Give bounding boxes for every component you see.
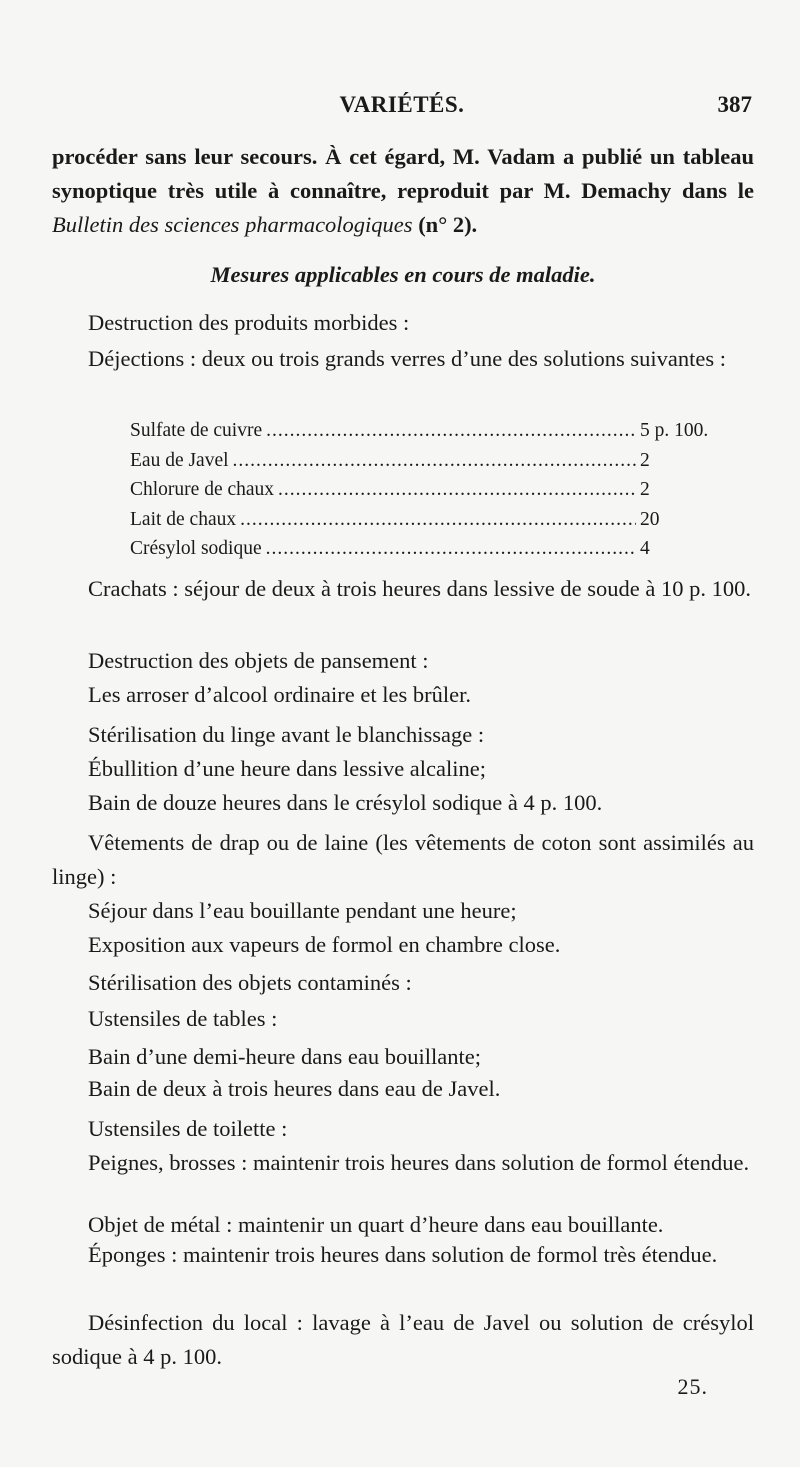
leader-dots <box>240 509 636 531</box>
signature-mark: 25. <box>677 1374 708 1399</box>
solution-value: 5 p. 100. <box>640 420 709 441</box>
solution-value: 2 <box>640 449 650 471</box>
ustensiles-toilette-heading: Ustensiles de toilette : <box>88 1116 288 1141</box>
solution-name: Eau de Javel <box>130 449 229 471</box>
leader-dots <box>233 450 636 472</box>
peignes-paragraph: Peignes, brosses : maintenir trois heures dans solution de formol étendue. <box>88 1150 750 1175</box>
solution-name: Lait de chaux <box>130 508 237 530</box>
objets-pansement-heading: Destruction des objets de pansement : <box>88 648 429 673</box>
intro-paragraph <box>52 140 754 242</box>
destruction-heading: Destruction des produits morbides : <box>88 310 410 335</box>
running-header <box>52 92 752 118</box>
leader-dots <box>278 479 636 501</box>
table-row <box>130 479 760 509</box>
leader-dots <box>266 538 636 560</box>
arroser-line: Les arroser d’alcool ordinaire et les brûler. <box>88 682 471 707</box>
bain-deux-line: Bain de deux à trois heures dans eau de Javel. <box>88 1076 501 1101</box>
exposition-line: Exposition aux vapeurs de formol en chambre close. <box>88 932 561 957</box>
solutions-table <box>130 420 760 568</box>
leader-dots <box>266 420 636 442</box>
dejections-paragraph: Déjections : deux ou trois grands verres d’une des solutions suivantes : <box>88 346 727 371</box>
solution-value: 2 <box>640 479 650 500</box>
ustensiles-tables-heading: Ustensiles de tables : <box>88 1006 278 1031</box>
bain-demi-line: Bain d’une demi-heure dans eau bouillante; <box>88 1044 481 1069</box>
page-number: 387 <box>717 92 752 117</box>
vetements-paragraph: Vêtements de drap ou de laine (les vêtements de coton sont assimilés au linge) : <box>52 830 754 889</box>
table-row <box>130 420 760 450</box>
ebullition-line: Ébullition d’une heure dans lessive alcaline; <box>88 756 487 781</box>
table-row <box>130 538 760 568</box>
section-title: Mesures applicables en cours de maladie. <box>210 262 596 287</box>
objet-metal-line: Objet de métal : maintenir un quart d’heure dans eau bouillante. <box>88 1212 664 1237</box>
intro-text: procéder sans leur secours. À cet égard, M. Vadam a publié un tableau synoptique très utile à connaître, reproduit par M. Demachy dans le <box>52 144 754 203</box>
table-row <box>130 509 760 539</box>
desinfection-paragraph: Désinfection du local : lavage à l’eau de Javel ou solution de crésylol sodique à 4 p. 100. <box>52 1310 754 1369</box>
eponges-paragraph: Éponges : maintenir trois heures dans solution de formol très étendue. <box>88 1242 718 1267</box>
solution-name: Chlorure de chaux <box>130 479 275 500</box>
sejour-line: Séjour dans l’eau bouillante pendant une heure; <box>88 898 517 923</box>
intro-italic: Bulletin des sciences pharmacologiques <box>52 212 413 237</box>
solution-value: 4 <box>640 538 650 559</box>
solution-name: Sulfate de cuivre <box>130 420 263 441</box>
crachats-paragraph: Crachats : séjour de deux à trois heures dans lessive de soude à 10 p. 100. <box>88 576 751 601</box>
solution-value: 20 <box>640 508 660 530</box>
bain-douze-line: Bain de douze heures dans le crésylol sodique à 4 p. 100. <box>88 790 603 815</box>
sterilisation-objets-heading: Stérilisation des objets contaminés : <box>88 970 412 995</box>
solution-name: Crésylol sodique <box>130 538 262 559</box>
intro-tail: (n° 2). <box>412 212 478 237</box>
sterilisation-linge-heading: Stérilisation du linge avant le blanchissage : <box>88 722 485 747</box>
header-title: VARIÉTÉS. <box>339 92 465 117</box>
table-row <box>130 450 760 480</box>
